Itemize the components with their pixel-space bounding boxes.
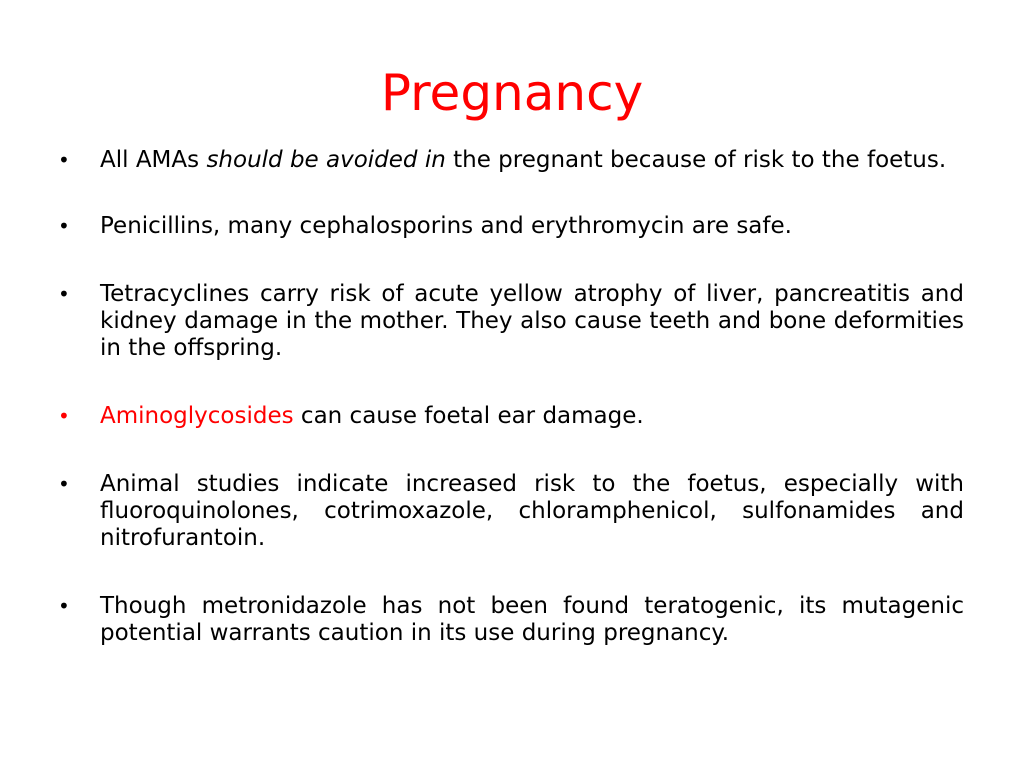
bullet-text-highlight: Aminoglycosides	[100, 403, 294, 429]
bullet-text-italic: should be avoided in	[206, 147, 446, 173]
bullet-item-animal-studies	[58, 471, 964, 552]
bullet-item-amas	[58, 147, 964, 174]
bullet-text-lead: All AMAs	[100, 147, 207, 173]
bullet-dot-icon: •	[58, 282, 70, 306]
bullet-dot-icon: •	[58, 594, 70, 618]
bullet-text: Penicillins, many cephalosporins and erythromycin are safe.	[100, 213, 792, 239]
bullet-text: Animal studies indicate increased risk to the foetus, especially with fluoroquinolones, cotrimoxazole, chloramphenicol, sulfonamides and nitrofurantoin.	[100, 471, 964, 551]
bullet-text: Tetracyclines carry risk of acute yellow atrophy of liver, pancreatitis and kidney damage in the mother. They also cause teeth and bone deformities in the offspring.	[100, 281, 964, 361]
slide-title: Pregnancy	[380, 64, 644, 122]
bullet-item-metronidazole	[58, 593, 964, 647]
bullet-dot-icon: •	[58, 404, 70, 428]
bullet-text-rest: the pregnant because of risk to the foetus.	[445, 147, 947, 173]
bullet-item-aminoglycosides	[58, 403, 964, 430]
bullet-text-rest: can cause foetal ear damage.	[293, 403, 644, 429]
bullet-dot-icon: •	[58, 148, 70, 172]
bullet-item-tetracyclines	[58, 281, 964, 362]
bullet-text: Though metronidazole has not been found teratogenic, its mutagenic potential warrants caution in its use during pregnancy.	[100, 593, 964, 646]
bullet-dot-icon: •	[58, 472, 70, 496]
bullet-item-penicillins	[58, 213, 964, 240]
bullet-dot-icon: •	[58, 214, 70, 238]
bullet-list	[58, 147, 964, 647]
